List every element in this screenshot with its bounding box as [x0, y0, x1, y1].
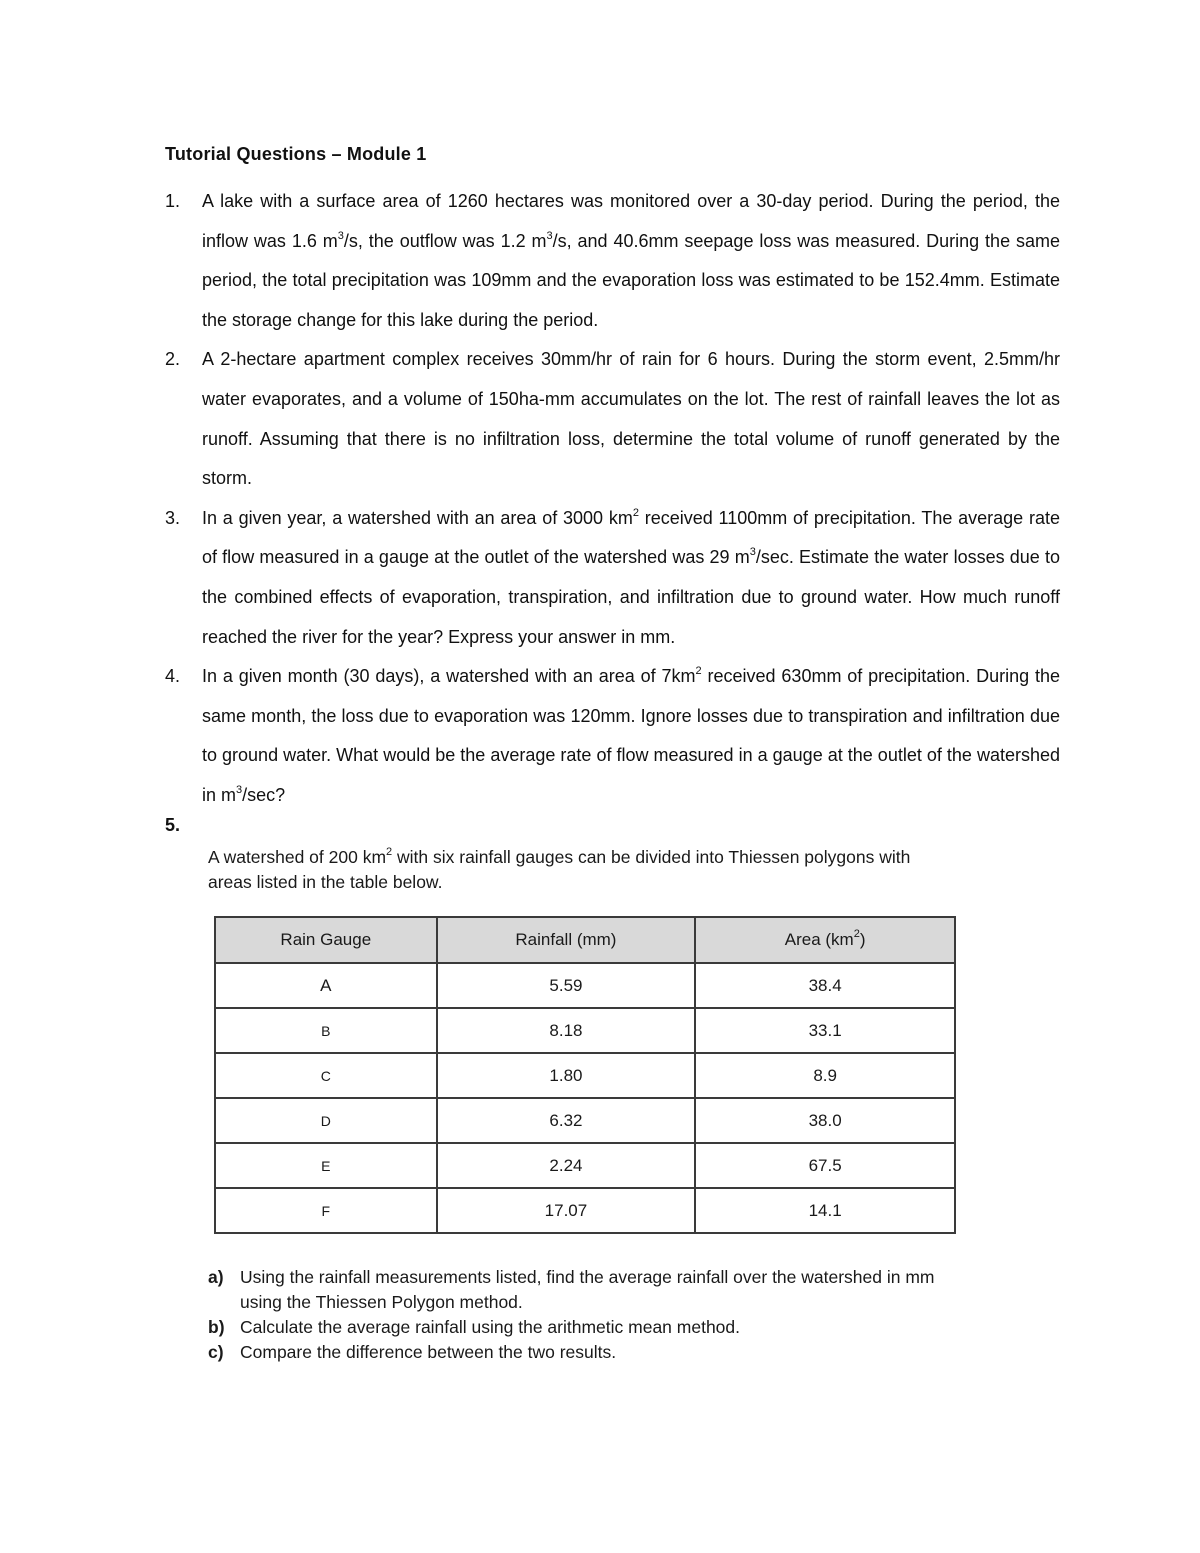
question-2 [165, 340, 1060, 498]
subquestion-letter: a) [208, 1267, 224, 1287]
question-5-intro: A watershed of 200 $km^2$ with six rainfall gauges can be divided into Thiessen polygons with areas listed in the table below. [208, 846, 911, 892]
table-row [215, 1188, 955, 1233]
gauge-cell: B [215, 1008, 437, 1053]
rainfall-table [214, 916, 956, 1234]
subquestion-c [208, 1340, 953, 1365]
table-row [215, 1053, 955, 1098]
question-1 [165, 182, 1060, 340]
rainfall-cell: 17.07 [437, 1188, 696, 1233]
question-list [165, 182, 1060, 816]
question-text: A 2-hectare apartment complex receives 30mm/hr of rain for 6 hours. During the storm event, 2.5mm/hr water evaporates, and a volume of 150ha-mm accumulates on the lot. The rest of rainfall leaves the lot as runoff. Assuming that there is no infiltration loss, determine the total volume of runoff generated by the storm. [202, 349, 1060, 489]
subquestion-a [208, 1265, 953, 1315]
subquestion-text: Calculate the average rainfall using the arithmetic mean method. [240, 1317, 740, 1337]
table-row [215, 1143, 955, 1188]
header-area: Area $(km^2)$ [695, 917, 955, 963]
table-row [215, 1098, 955, 1143]
question-number: 2. [165, 349, 181, 370]
question-5-number: 5. [165, 815, 181, 835]
gauge-cell: A [215, 963, 437, 1008]
subquestion-letter: c) [208, 1342, 224, 1362]
question-4 [165, 657, 1060, 815]
table-row [215, 1008, 955, 1053]
subquestion-list [208, 1265, 953, 1365]
subquestion-text: Compare the difference between the two results. [240, 1342, 617, 1362]
area-cell: 38.0 [695, 1098, 955, 1143]
rainfall-cell: 1.80 [437, 1053, 696, 1098]
rainfall-cell: 6.32 [437, 1098, 696, 1143]
table-header-row [215, 917, 955, 963]
subquestion-letter: b) [208, 1317, 225, 1337]
gauge-cell: E [215, 1143, 437, 1188]
area-cell: 33.1 [695, 1008, 955, 1053]
header-rain-gauge: Rain Gauge [215, 917, 437, 963]
question-number: 1. [165, 191, 181, 211]
question-text: In a given month (30 days), a watershed with an area of $7km^2$ received 630mm of precipitation. During the same month, the loss due to evaporation was 120mm. Ignore losses due to transpiration and infiltration due to ground water. What would be the average rate of flow measured in a gauge at the outlet of the watershed in $m^3/\sec$? [202, 665, 1060, 805]
question-text: In a given year, a watershed with an area of 3000 $km^2$ received 1100mm of precipitation. The average rate of flow measured in a gauge at the outlet of the watershed was 29 $m^3/\sec$. Estimate the water losses due to the combined effects of evaporation, transpiration, and infiltration due to ground water. How much runoff reached the river for the year? Express your answer in mm. [202, 506, 1060, 647]
table-row [215, 963, 955, 1008]
area-cell: 8.9 [695, 1053, 955, 1098]
rainfall-cell: 2.24 [437, 1143, 696, 1188]
page-title: Tutorial Questions – Module 1 [165, 144, 427, 164]
rainfall-cell: 8.18 [437, 1008, 696, 1053]
question-number: 4. [165, 666, 181, 687]
question-text: A lake with a surface area of 1260 hectares was monitored over a 30-day period. During the period, the inflow was 1.6 $m^3/s$, the outflow was 1.2 $m^3/s$, and 40.6mm seepage loss was measured. During the same period, the total precipitation was 109mm and the evaporation loss was estimated to be 152.4mm. Estimate the storage change for this lake during the period. [202, 191, 1060, 330]
gauge-cell: D [215, 1098, 437, 1143]
rainfall-cell: 5.59 [437, 963, 696, 1008]
subquestion-text: Using the rainfall measurements listed, find the average rainfall over the watershed in mm using the Thiessen Polygon method. [240, 1267, 935, 1312]
area-cell: 38.4 [695, 963, 955, 1008]
gauge-cell: F [215, 1188, 437, 1233]
gauge-cell: C [215, 1053, 437, 1098]
subquestion-b [208, 1315, 953, 1340]
area-cell: 14.1 [695, 1188, 955, 1233]
header-rainfall: Rainfall (mm) [437, 917, 696, 963]
question-3 [165, 499, 1060, 657]
question-number: 3. [165, 507, 181, 528]
area-cell: 67.5 [695, 1143, 955, 1188]
